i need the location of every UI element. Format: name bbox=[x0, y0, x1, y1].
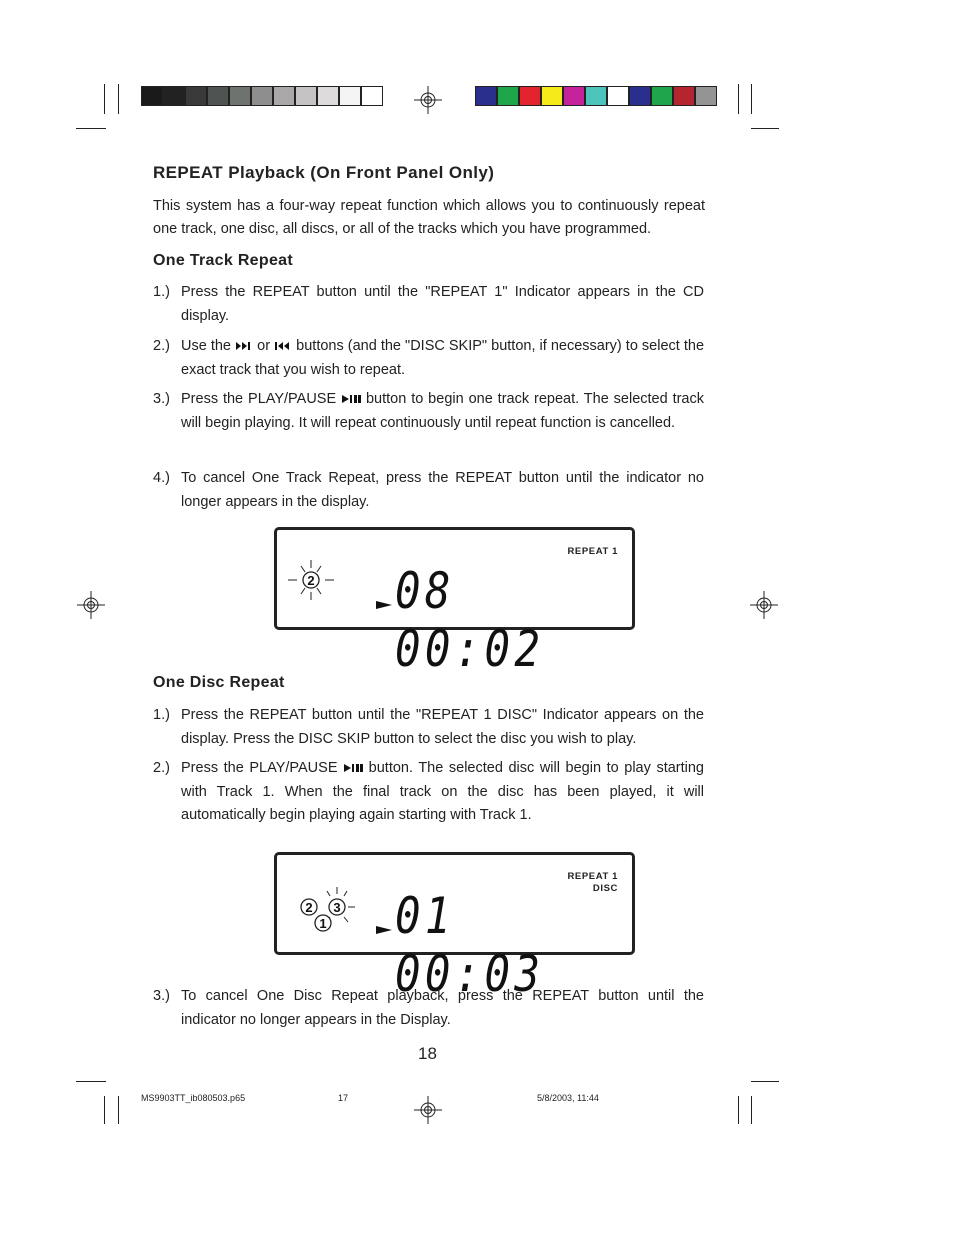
color-swatch bbox=[229, 86, 251, 106]
list-item: 2.) Use the or buttons (and the "DISC SKIP" button, if necessary) to select the exact track that you wish to repeat. bbox=[153, 338, 705, 378]
color-swatch bbox=[563, 86, 585, 106]
color-swatch bbox=[541, 86, 563, 106]
list-item: 1.) Press the REPEAT button until the "REPEAT 1" Indicator appears in the CD display. bbox=[153, 284, 704, 324]
color-swatch bbox=[629, 86, 651, 106]
color-swatch bbox=[361, 86, 383, 106]
list-item: 2.) Press the PLAY/PAUSE button. The selected disc will begin to play starting with Track 1. When the final track on the disc has been played, it will automatically begin playing again starting with Track 1. bbox=[153, 760, 704, 823]
skip-back-icon bbox=[274, 341, 292, 351]
color-swatch bbox=[695, 86, 717, 106]
track-time-digits: 01 00:03 bbox=[395, 887, 545, 1003]
list-item: 3.) Press the PLAY/PAUSE button to begin one track repeat. The selected track will begin playing. It will repeat continuously until repeat function is cancelled. bbox=[153, 391, 705, 431]
color-swatch bbox=[163, 86, 185, 106]
footer-date: 5/8/2003, 11:44 bbox=[537, 1093, 599, 1103]
play-arrow-icon bbox=[376, 925, 394, 935]
registration-target-icon bbox=[750, 591, 778, 619]
color-swatch bbox=[607, 86, 629, 106]
footer-page: 17 bbox=[338, 1093, 349, 1103]
lcd-display-one-track bbox=[274, 527, 635, 678]
color-swatch bbox=[185, 86, 207, 106]
svg-text:3: 3 bbox=[333, 900, 341, 915]
list-item: 4.) To cancel One Track Repeat, press the REPEAT button until the indicator no longer appears in the display. bbox=[153, 470, 704, 510]
registration-target-icon bbox=[77, 591, 105, 619]
color-swatch bbox=[475, 86, 497, 106]
page-number: 18 bbox=[418, 1044, 437, 1063]
color-swatch bbox=[317, 86, 339, 106]
list-item: 3.) To cancel One Disc Repeat playback, press the REPEAT button until the indicator no longer appears in the Display. bbox=[153, 988, 704, 1028]
color-swatch bbox=[273, 86, 295, 106]
color-swatch bbox=[519, 86, 541, 106]
svg-text:2: 2 bbox=[307, 573, 315, 588]
color-swatch bbox=[497, 86, 519, 106]
color-swatch bbox=[251, 86, 273, 106]
registration-target-icon bbox=[414, 1096, 442, 1124]
footer-filename: MS9903TT_ib080503.p65 bbox=[141, 1093, 246, 1103]
play-pause-icon bbox=[343, 763, 363, 773]
page-title: REPEAT Playback (On Front Panel Only) bbox=[153, 163, 495, 182]
color-swatch bbox=[295, 86, 317, 106]
color-swatch bbox=[141, 86, 163, 106]
svg-text:2: 2 bbox=[305, 900, 313, 915]
flashing-disc-icon bbox=[286, 558, 336, 602]
disc-indicator-icon bbox=[295, 885, 359, 933]
section-heading-one-track: One Track Repeat bbox=[153, 252, 293, 269]
color-swatch bbox=[651, 86, 673, 106]
color-swatch bbox=[207, 86, 229, 106]
registration-target-icon bbox=[414, 86, 442, 114]
skip-forward-icon bbox=[235, 341, 253, 351]
lcd-display-one-disc bbox=[274, 852, 635, 1003]
list-item: 1.) Press the REPEAT button until the "REPEAT 1 DISC" Indicator appears on the display. Press the DISC SKIP button to select the disc you wish to play. bbox=[153, 707, 704, 747]
svg-text:1: 1 bbox=[319, 916, 327, 931]
section-heading-one-disc: One Disc Repeat bbox=[153, 674, 285, 691]
color-swatch bbox=[585, 86, 607, 106]
color-swatch bbox=[339, 86, 361, 106]
play-arrow-icon bbox=[376, 600, 394, 610]
play-pause-icon bbox=[341, 394, 361, 404]
repeat-indicator: REPEAT 1 bbox=[567, 546, 618, 557]
intro-paragraph: This system has a four-way repeat function which allows you to continuously repeat one track, one disc, all discs, or all of the tracks which you have programmed. bbox=[153, 198, 705, 237]
repeat-indicator: REPEAT 1 DISC bbox=[567, 871, 618, 894]
color-swatch bbox=[673, 86, 695, 106]
track-time-digits: 08 00:02 bbox=[395, 562, 545, 678]
